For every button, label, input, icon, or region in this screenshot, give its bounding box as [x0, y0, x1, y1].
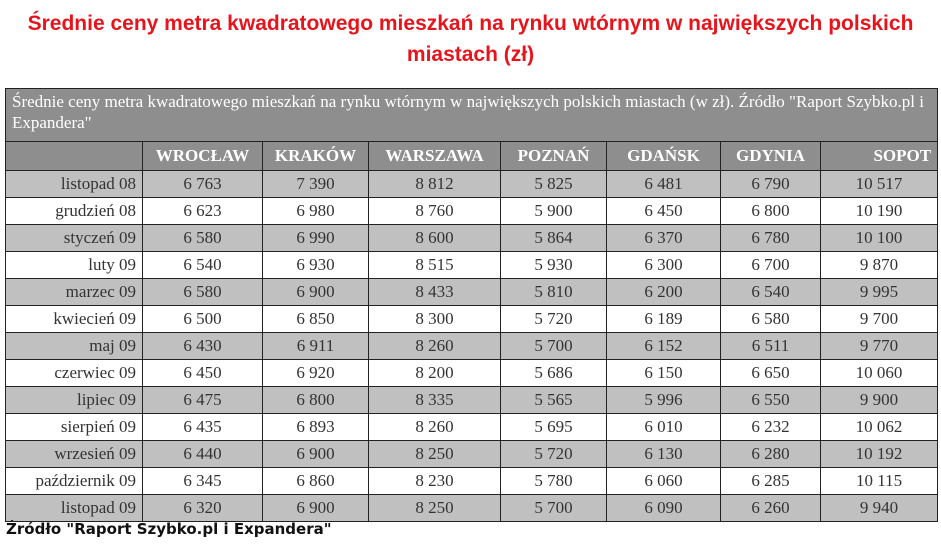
price-cell: 5 780: [501, 468, 607, 495]
price-cell: 6 060: [607, 468, 721, 495]
price-cell: 5 996: [607, 387, 721, 414]
price-cell: 6 435: [143, 414, 263, 441]
table-row: [6, 360, 938, 387]
price-cell: 5 900: [501, 198, 607, 225]
price-cell: 6 920: [263, 360, 369, 387]
row-label: lipiec 09: [6, 387, 143, 414]
price-cell: 6 200: [607, 279, 721, 306]
price-cell: 5 864: [501, 225, 607, 252]
price-cell: 6 763: [143, 171, 263, 198]
price-cell: 5 720: [501, 441, 607, 468]
price-cell: 8 260: [369, 333, 501, 360]
price-cell: 6 370: [607, 225, 721, 252]
price-cell: 6 150: [607, 360, 721, 387]
price-cell: 7 390: [263, 171, 369, 198]
price-cell: 10 115: [821, 468, 938, 495]
price-cell: 5 930: [501, 252, 607, 279]
table-row: [6, 414, 938, 441]
table-row: [6, 225, 938, 252]
table-row: [6, 198, 938, 225]
price-cell: 6 481: [607, 171, 721, 198]
price-cell: 6 550: [721, 387, 821, 414]
table-row: [6, 252, 938, 279]
table-row: [6, 441, 938, 468]
table-caption: Średnie ceny metra kwadratowego mieszkań na rynku wtórnym w największych polskich miastach (w zł). Źródło "Raport Szybko.pl i Expandera": [6, 89, 938, 142]
column-header: WROCŁAW: [143, 142, 263, 171]
table-row: [6, 495, 938, 522]
price-cell: 9 700: [821, 306, 938, 333]
price-cell: 6 450: [143, 360, 263, 387]
price-cell: 6 850: [263, 306, 369, 333]
price-cell: 6 580: [143, 225, 263, 252]
price-cell: 5 720: [501, 306, 607, 333]
price-cell: 8 260: [369, 414, 501, 441]
column-header: SOPOT: [821, 142, 938, 171]
price-cell: 6 260: [721, 495, 821, 522]
price-cell: 10 060: [821, 360, 938, 387]
price-cell: 8 433: [369, 279, 501, 306]
price-cell: 6 430: [143, 333, 263, 360]
price-cell: 6 900: [263, 441, 369, 468]
price-cell: 5 686: [501, 360, 607, 387]
price-cell: 9 770: [821, 333, 938, 360]
price-cell: 6 893: [263, 414, 369, 441]
price-cell: 9 995: [821, 279, 938, 306]
price-cell: 8 230: [369, 468, 501, 495]
price-cell: 10 517: [821, 171, 938, 198]
price-cell: 6 440: [143, 441, 263, 468]
price-cell: 6 010: [607, 414, 721, 441]
table-row: [6, 279, 938, 306]
price-cell: 5 700: [501, 495, 607, 522]
column-header: GDYNIA: [721, 142, 821, 171]
row-label: październik 09: [6, 468, 143, 495]
row-label: sierpień 09: [6, 414, 143, 441]
price-cell: 6 800: [721, 198, 821, 225]
table-row: [6, 333, 938, 360]
price-cell: 10 192: [821, 441, 938, 468]
price-cell: 9 940: [821, 495, 938, 522]
price-cell: 6 300: [607, 252, 721, 279]
price-cell: 6 790: [721, 171, 821, 198]
column-header: POZNAŃ: [501, 142, 607, 171]
price-cell: 6 540: [721, 279, 821, 306]
price-cell: 6 900: [263, 279, 369, 306]
column-header: KRAKÓW: [263, 142, 369, 171]
row-label: styczeń 09: [6, 225, 143, 252]
price-cell: 6 540: [143, 252, 263, 279]
row-label: listopad 08: [6, 171, 143, 198]
row-label: kwiecień 09: [6, 306, 143, 333]
price-cell: 6 700: [721, 252, 821, 279]
price-cell: 5 700: [501, 333, 607, 360]
price-cell: 6 580: [143, 279, 263, 306]
price-cell: 6 320: [143, 495, 263, 522]
column-header-row: [6, 142, 938, 171]
table-row: [6, 387, 938, 414]
price-cell: 6 130: [607, 441, 721, 468]
column-header: GDAŃSK: [607, 142, 721, 171]
price-cell: 6 285: [721, 468, 821, 495]
price-cell: 6 450: [607, 198, 721, 225]
price-cell: 8 300: [369, 306, 501, 333]
page-title: Średnie ceny metra kwadratowego mieszkań na rynku wtórnym w największych polskich miastach (zł): [27, 12, 914, 66]
price-cell: 6 345: [143, 468, 263, 495]
price-cell: 9 870: [821, 252, 938, 279]
row-label: grudzień 08: [6, 198, 143, 225]
price-cell: 6 280: [721, 441, 821, 468]
price-cell: 6 500: [143, 306, 263, 333]
table-row: [6, 306, 938, 333]
row-label: czerwiec 09: [6, 360, 143, 387]
price-cell: 6 090: [607, 495, 721, 522]
column-header: WARSZAWA: [369, 142, 501, 171]
corner-cell: [6, 142, 143, 171]
row-label: luty 09: [6, 252, 143, 279]
price-cell: 8 760: [369, 198, 501, 225]
table-row: [6, 171, 938, 198]
price-cell: 6 232: [721, 414, 821, 441]
price-cell: 8 250: [369, 441, 501, 468]
price-cell: 6 900: [263, 495, 369, 522]
price-cell: 10 190: [821, 198, 938, 225]
price-cell: 6 623: [143, 198, 263, 225]
price-cell: 6 580: [721, 306, 821, 333]
price-cell: 8 600: [369, 225, 501, 252]
price-cell: 10 100: [821, 225, 938, 252]
price-cell: 6 860: [263, 468, 369, 495]
price-table: [5, 88, 938, 522]
price-cell: 9 900: [821, 387, 938, 414]
price-cell: 8 515: [369, 252, 501, 279]
row-label: maj 09: [6, 333, 143, 360]
price-cell: 8 200: [369, 360, 501, 387]
price-cell: 6 930: [263, 252, 369, 279]
row-label: marzec 09: [6, 279, 143, 306]
price-cell: 6 511: [721, 333, 821, 360]
price-cell: 6 911: [263, 333, 369, 360]
price-cell: 5 565: [501, 387, 607, 414]
price-cell: 5 810: [501, 279, 607, 306]
price-cell: 6 650: [721, 360, 821, 387]
price-cell: 6 800: [263, 387, 369, 414]
price-cell: 6 475: [143, 387, 263, 414]
price-cell: 6 780: [721, 225, 821, 252]
price-cell: 5 695: [501, 414, 607, 441]
price-cell: 6 189: [607, 306, 721, 333]
table-row: [6, 468, 938, 495]
price-cell: 6 980: [263, 198, 369, 225]
row-label: wrzesień 09: [6, 441, 143, 468]
price-cell: 8 335: [369, 387, 501, 414]
price-cell: 8 250: [369, 495, 501, 522]
row-label: listopad 09: [6, 495, 143, 522]
price-cell: 6 990: [263, 225, 369, 252]
price-cell: 6 152: [607, 333, 721, 360]
price-cell: 10 062: [821, 414, 938, 441]
source-note: Źródło "Raport Szybko.pl i Expandera": [6, 520, 332, 538]
price-cell: 5 825: [501, 171, 607, 198]
price-cell: 8 812: [369, 171, 501, 198]
